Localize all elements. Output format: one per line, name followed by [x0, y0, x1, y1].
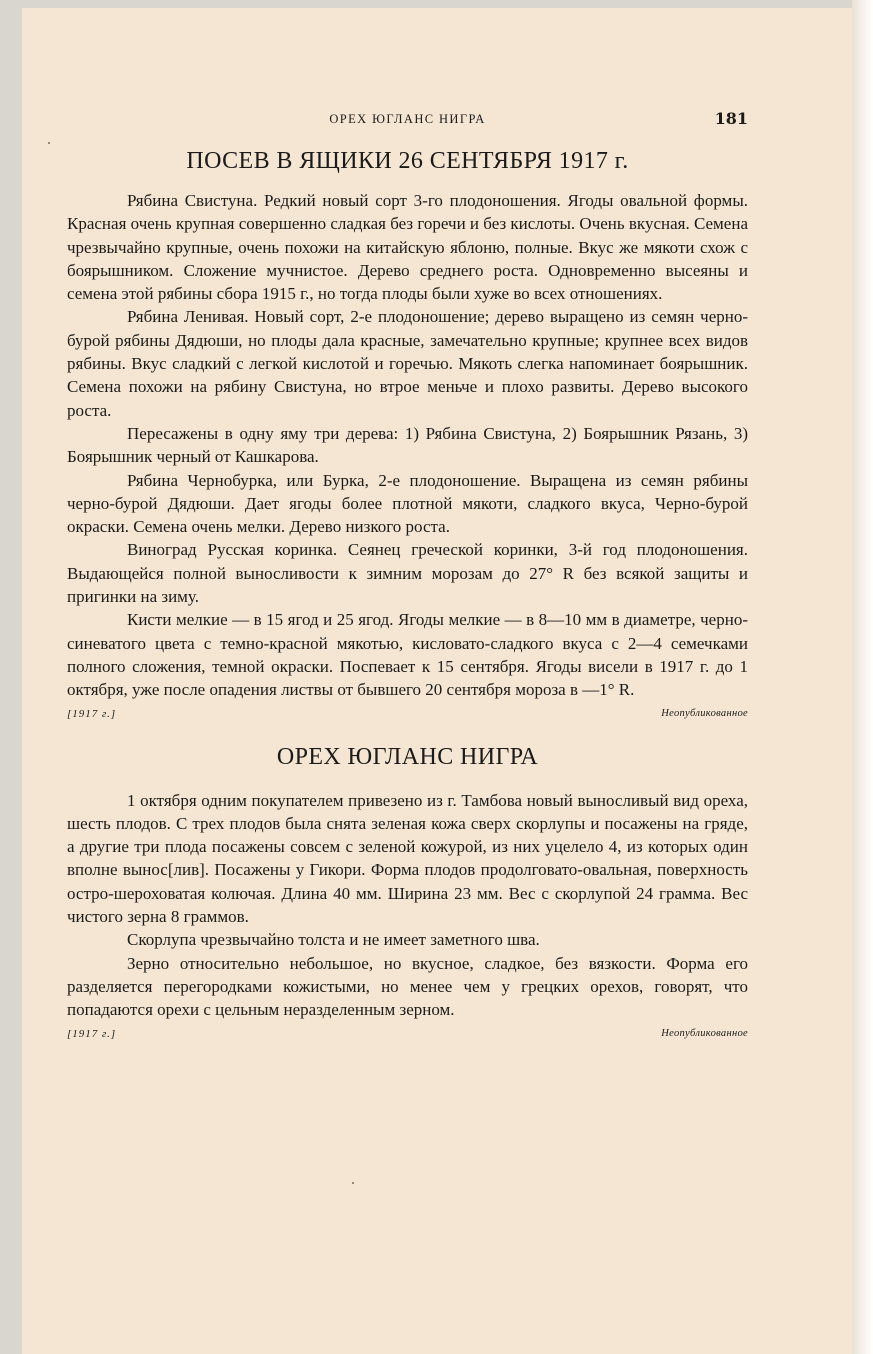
footer-status: Неопубликованное: [661, 1027, 748, 1039]
paragraph: Рябина Свистуна. Редкий новый сорт 3-го плодоношения. Ягоды овальной формы. Красная очень крупная совершенно сладкая без горечи и без кислоты. Очень вкусная. Семена чрезвычайно крупные, очень похожи на китайскую яблоню, полные. Вкус же мякоти схож с боярышником. Сложение мучнистое. Дерево среднего роста. Одновременно высеяны и семена этой рябины сбора 1915 г., но тогда плоды были хуже во всех отношениях.: [67, 191, 748, 304]
paragraph: Рябина Чернобурка, или Бурка, 2-е плодоношение. Выращена из семян рябины черно-бурой Дядюши. Дает ягоды более плотной мякоти, сладкого вкуса, Черно-бурой окраски. Семена очень мелки. Дерево низкого роста.: [67, 470, 748, 537]
section-title: ПОСЕВ В ЯЩИКИ 26 СЕНТЯБРЯ 1917 г.: [186, 148, 629, 174]
page-number: 181: [714, 109, 748, 128]
speck-mark: [352, 1182, 354, 1184]
paragraph: Кисти мелкие — в 15 ягод и 25 ягод. Ягоды мелкие — в 8—10 мм в диаметре, черно-синеватого цвета с темно-красной мякотью, кисловато-сладкого вкуса с 2—4 семечками полного сложения, темной окраски. Поспевает к 15 сентября. Ягоды висели в 1917 г. до 1 октября, уже после опадения листвы от бывшего 20 сентября мороза в —1° R.: [67, 610, 748, 700]
page-edge: [852, 0, 873, 1354]
footer-date: [1917 г.]: [67, 1027, 117, 1040]
running-title: ОРЕХ ЮГЛАНС НИГРА: [329, 112, 486, 126]
paragraph: Пересажены в одну яму три дерева: 1) Рябина Свистуна, 2) Боярышник Рязань, 3) Боярышник черный от Кашкарова.: [67, 423, 748, 467]
footer-status: Неопубликованное: [661, 707, 748, 719]
speck-mark: [48, 142, 50, 144]
running-header: [67, 102, 748, 136]
section-footer: [67, 1026, 748, 1048]
footer-date: [1917 г.]: [67, 707, 117, 720]
page-content: [67, 102, 748, 1048]
paragraph: Скорлупа чрезвычайно толста и не имеет заметного шва.: [127, 930, 540, 950]
section-footer: [67, 706, 748, 728]
paragraph: 1 октября одним покупателем привезено из г. Тамбова новый выносливый вид ореха, шесть плодов. С трех плодов была снята зеленая кожа сверх скорлупы и посажены на гряде, а другие три плода посажены совсем с зеленой кожурой, из них уцелело 4, из которых один вполне вынос[лив]. Посажены у Гикори. Форма плодов продолговато-овальная, поверхность остро-шероховатая колючая. Длина 40 мм. Ширина 23 мм. Вес с скорлупой 24 грамма. Вес чистого зерна 8 граммов.: [67, 790, 748, 927]
paragraph: Зерно относительно небольшое, но вкусное, сладкое, без вязкости. Форма его разделяется перегородками кожистыми, но менее чем у грецких орехов, говорят, что попадаются орехи с цельным неразделенным зерном.: [67, 953, 748, 1020]
paragraph: Рябина Ленивая. Новый сорт, 2-е плодоношение; дерево выращено из семян черно-бурой рябины Дядюши, но плоды дала красные, замечательно крупные; крупнее всех видов рябины. Вкус сладкий с легкой кислотой и горечью. Мякоть слегка напоминает боярышник. Семена похожи на рябину Свистуна, но втрое меньче и плохо развиты. Дерево высокого роста.: [67, 307, 748, 420]
paragraph: Виноград Русская коринка. Сеянец греческой коринки, 3-й год плодоношения. Выдающейся полной выносливости к зимним морозам до 27° R без всякой защиты и пригинки на зиму.: [67, 540, 748, 607]
section-title: ОРЕХ ЮГЛАНС НИГРА: [276, 743, 539, 770]
